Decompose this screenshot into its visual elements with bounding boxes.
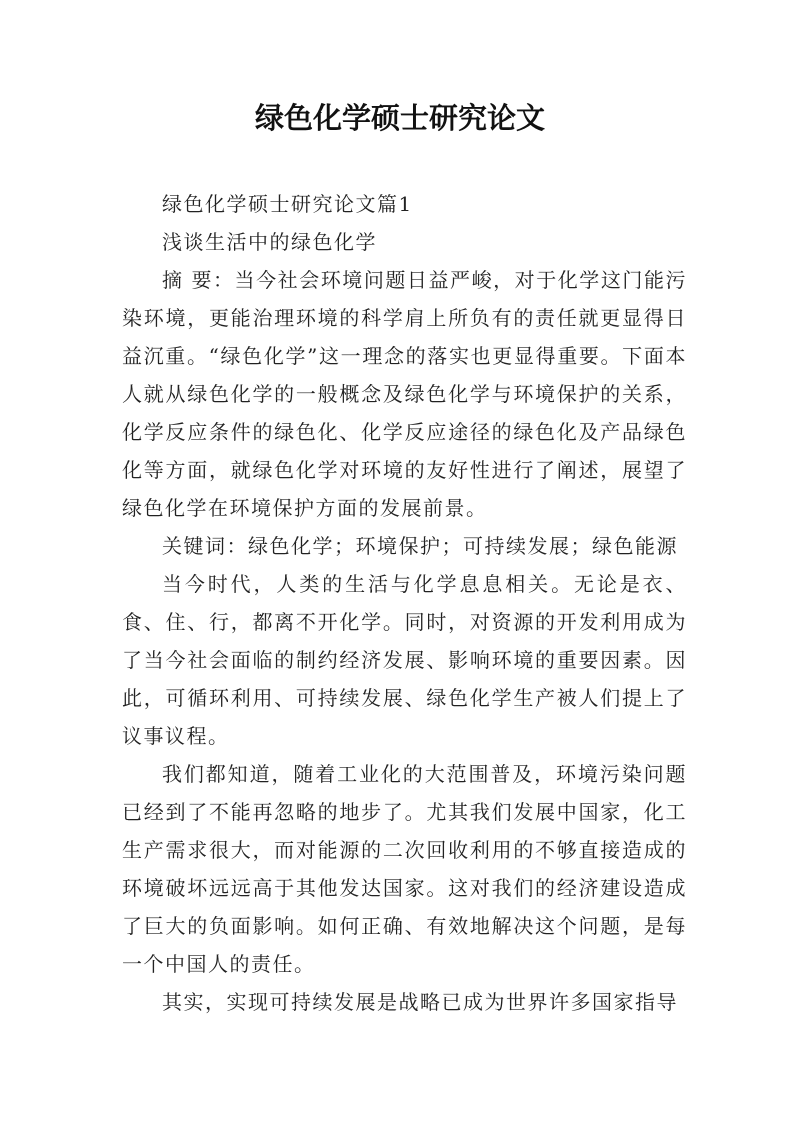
abstract-paragraph: 摘 要：当今社会环境问题日益严峻，对于化学这门能污染环境，更能治理环境的科学肩上所负有的责任就更显得日益沉重。“绿色化学”这一理念的落实也更显得重要。下面本人就从绿色化学的一般概念及绿色化学与环境保护的关系，化学反应条件的绿色化、化学反应途径的绿色化及产品绿色化等方面，就绿色化学对环境的友好性进行了阐述，展望了绿色化学在环境保护方面的发展前景。: [122, 268, 687, 520]
section-heading: 绿色化学硕士研究论文篇1: [162, 192, 413, 216]
keywords-paragraph: 关键词：绿色化学；环境保护；可持续发展；绿色能源: [162, 534, 678, 558]
document-body: [122, 185, 687, 1021]
document-title: 绿色化学硕士研究论文: [254, 101, 545, 135]
article-title: 浅谈生活中的绿色化学: [162, 230, 377, 254]
body-paragraph: 我们都知道，随着工业化的大范围普及，环境污染问题已经到了不能再忽略的地步了。尤其我们发展中国家，化工生产需求很大，而对能源的二次回收利用的不够直接造成的环境破坏远远高于其他发达国家。这对我们的经济建设造成了巨大的负面影响。如何正确、有效地解决这个问题，是每一个中国人的责任。: [122, 762, 687, 976]
body-paragraph: 其实，实现可持续发展是战略已成为世界许多国家指导: [162, 990, 678, 1014]
body-paragraph: 当今时代，人类的生活与化学息息相关。无论是衣、食、住、行，都离不开化学。同时，对资源的开发利用成为了当今社会面临的制约经济发展、影响环境的重要因素。因此，可循环利用、可持续发展、绿色化学生产被人们提上了议事议程。: [122, 572, 687, 748]
